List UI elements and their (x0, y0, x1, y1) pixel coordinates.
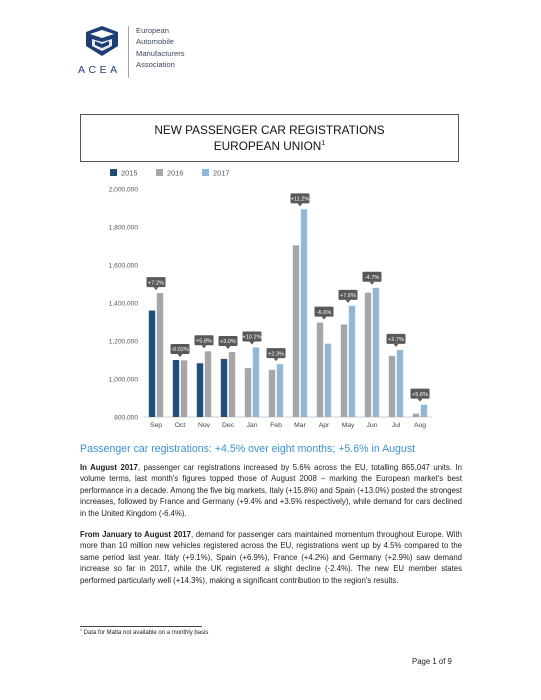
legend-label: 2016 (167, 168, 184, 178)
footnote-number: 1 (80, 628, 82, 632)
org-line: Manufacturers (136, 48, 185, 58)
bar-2016-jun (365, 293, 371, 417)
org-line: European (136, 26, 169, 35)
annotation-label: +5.6% (411, 391, 429, 398)
x-tick-label: Sep (149, 422, 163, 429)
bar-2016-may (341, 324, 347, 417)
x-tick-label: Apr (318, 422, 330, 429)
legend-swatch (110, 169, 117, 176)
annotation-pointer (202, 345, 207, 348)
bar-2016-jul (389, 356, 395, 417)
bar-2015-sep (149, 311, 155, 417)
org-line: Association (136, 60, 175, 70)
annotation-pointer (298, 203, 303, 206)
y-tick-label: 1,600,000 (108, 262, 138, 270)
annotation-pointer (250, 341, 255, 344)
logo-separator (128, 26, 129, 78)
bar-2015-nov (197, 363, 203, 417)
paragraph-body: , demand for passenger cars maintained momentum throughout Europe. With more than 10 million new vehicles registered across the EU, registrations went up by 4.5% compared to the same period last year. Italy (+9.1%), Spain (+6.9%), France (+4.2%) and Germany (+2.9%) saw demand increase so far in 2017, while the UK registered a slight decline (-2.4%). The new EU member states performed particularly well (+14.3%), making a significant contribution to the region's results. (80, 530, 462, 585)
annotation-label: -6.6% (316, 309, 332, 316)
x-tick-label: Dec (221, 422, 235, 429)
bar-2016-jan (245, 368, 251, 417)
annotation-label: +2.7% (387, 337, 405, 344)
document-title-box (80, 114, 459, 162)
legend-label: 2015 (121, 168, 138, 178)
x-tick-label: Jun (366, 422, 378, 429)
bar-2015-oct (173, 360, 179, 417)
bar-2017-apr (325, 344, 331, 417)
bar-2017-aug (421, 405, 427, 417)
annotation-pointer (418, 399, 423, 402)
annotation-pointer (154, 287, 159, 290)
title-line-2-text: EUROPEAN UNION (213, 139, 322, 153)
footnote-text: Data for Malta not available on a monthly basis (82, 630, 209, 636)
bar-2017-jun (373, 288, 379, 417)
legend-swatch (202, 169, 209, 176)
paragraph-body: , passenger car registrations increased by 5.6% across the EU, totalling 865,047 units. In volume terms, last month's figures topped those of August 2008 – marking the European market's best performance in a decade. Among the five big markets, Italy (+15.8%) and Spain (+13.0%) posted the strongest increases, followed by France and Germany (+9.4% and +3.5% respectively), while demand for cars declined in the United Kingdom (-6.4%). (80, 463, 462, 518)
acea-logo-text: ACEA (78, 64, 121, 76)
annotation-pointer (346, 300, 351, 303)
bar-2016-mar (293, 245, 299, 417)
bar-2016-nov (205, 351, 211, 417)
organization-name (136, 25, 185, 71)
y-tick-label: 1,200,000 (108, 338, 138, 346)
bar-2015-dec (221, 359, 227, 417)
bar-2016-apr (317, 323, 323, 417)
x-tick-label: Oct (174, 422, 186, 429)
bar-2017-jan (253, 347, 259, 417)
y-tick-label: 800,000 (114, 414, 138, 422)
paragraph-lead: From January to August 2017 (80, 530, 191, 539)
annotation-label: +10.2% (242, 334, 262, 341)
y-tick-label: 1,000,000 (108, 376, 138, 384)
title-line-1: NEW PASSENGER CAR REGISTRATIONS (154, 123, 385, 137)
paragraph-lead: In August 2017 (80, 463, 138, 472)
acea-logo-icon (82, 24, 122, 58)
x-tick-label: Jan (246, 422, 258, 429)
annotation-pointer (178, 354, 183, 357)
legend-label: 2017 (213, 168, 230, 178)
x-tick-label: Jul (391, 422, 401, 429)
paragraph-august (80, 462, 462, 519)
org-line: Automobile (136, 37, 174, 47)
bar-2017-may (349, 306, 355, 417)
footnote (80, 630, 208, 636)
page-number: Page 1 of 9 (412, 657, 452, 666)
annotation-label: +7.2% (147, 280, 165, 287)
y-tick-label: 2,000,000 (108, 186, 138, 194)
annotation-label: +5.8% (195, 338, 213, 345)
annotation-label: +7.6% (339, 293, 357, 300)
title-footnote-ref: 1 (321, 139, 326, 148)
x-tick-label: May (341, 422, 355, 429)
annotation-label: -4.7% (364, 275, 380, 281)
footnote-divider (80, 626, 202, 627)
registrations-bar-chart (80, 164, 460, 436)
annotation-pointer (370, 282, 375, 285)
bar-2016-oct (181, 360, 187, 417)
bar-2017-feb (277, 364, 283, 417)
paragraph-year-to-date (80, 529, 462, 586)
x-tick-label: Nov (197, 422, 211, 429)
y-tick-label: 1,800,000 (108, 224, 138, 232)
annotation-label: +11.2% (290, 196, 310, 203)
bar-2016-dec (229, 352, 235, 417)
title-line-2 (81, 138, 458, 154)
x-tick-label: Feb (270, 422, 282, 429)
bar-2016-feb (269, 370, 275, 417)
section-subheading: Passenger car registrations: +4.5% over eight months; +5.6% in August (80, 443, 416, 455)
annotation-label: +3.0% (219, 339, 237, 346)
annotation-label: +2.3% (267, 351, 285, 358)
bar-2016-sep (157, 293, 163, 417)
bar-2017-mar (301, 209, 307, 417)
annotation-pointer (322, 317, 327, 320)
annotation-pointer (394, 344, 399, 347)
bar-2016-aug (413, 414, 419, 417)
legend-swatch (156, 169, 163, 176)
annotation-label: -0.02% (171, 347, 189, 354)
bar-2017-jul (397, 350, 403, 417)
annotation-pointer (274, 358, 279, 361)
x-tick-label: Mar (294, 422, 306, 429)
y-tick-label: 1,400,000 (108, 300, 138, 308)
x-tick-label: Aug (413, 422, 427, 429)
annotation-pointer (226, 346, 231, 349)
